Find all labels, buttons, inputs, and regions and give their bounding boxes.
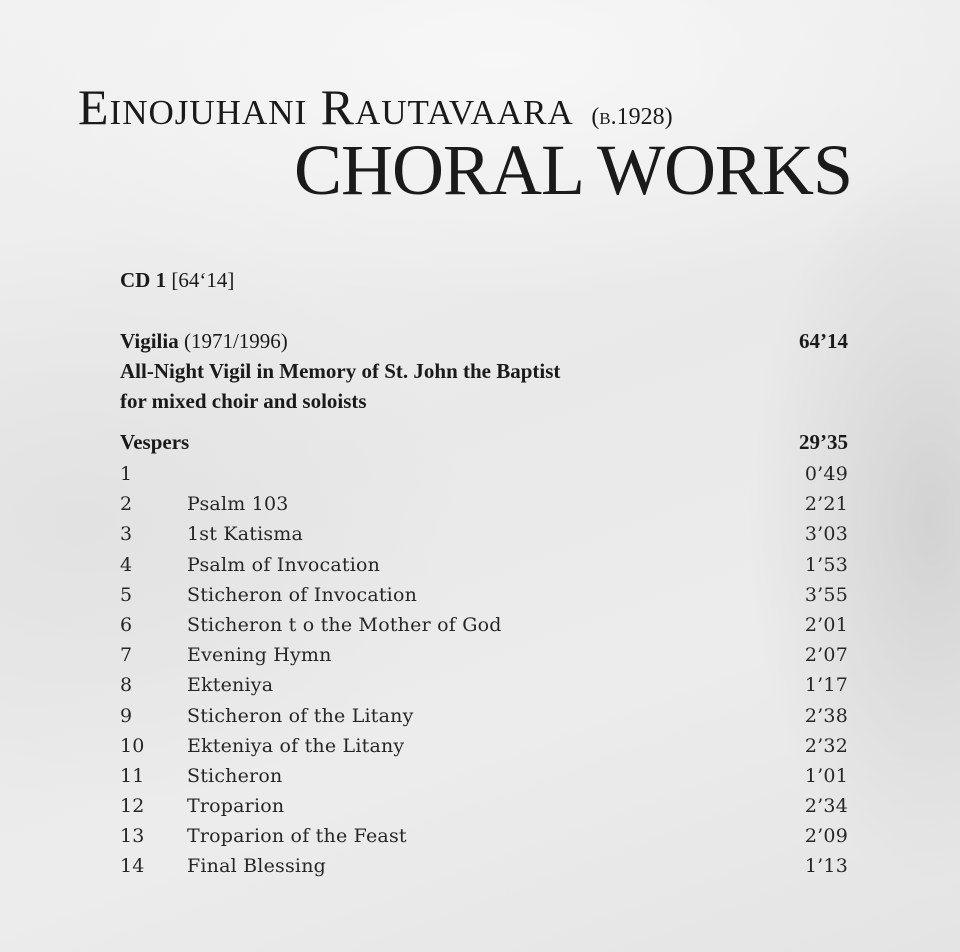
track-row xyxy=(120,791,848,821)
track-row xyxy=(120,580,848,610)
track-number: 8 xyxy=(120,674,133,697)
track-number: 2 xyxy=(120,493,133,516)
track-title: Ekteniya of the Litany xyxy=(187,734,405,757)
track-duration: 1’13 xyxy=(804,855,848,878)
cd-heading xyxy=(120,268,234,293)
track-row xyxy=(120,821,848,851)
work-duration: 64’14 xyxy=(799,329,848,353)
work-block xyxy=(120,326,848,416)
track-title: Sticheron of the Litany xyxy=(187,704,414,727)
track-row xyxy=(120,851,848,881)
artist-years: (b.1928) xyxy=(591,104,673,130)
track-number: 6 xyxy=(120,613,133,636)
track-title xyxy=(187,459,788,489)
track-number: 11 xyxy=(120,764,145,787)
track-number: 14 xyxy=(120,855,145,878)
track-title: Psalm 103 xyxy=(187,493,289,516)
track-number: 7 xyxy=(120,644,133,667)
section-title: Vespers xyxy=(120,430,190,454)
artist-name-text: Einojuhani Rautavaara xyxy=(78,79,574,135)
track-duration: 2’21 xyxy=(804,493,848,516)
track-title: Sticheron xyxy=(187,764,283,787)
section-duration: 29’35 xyxy=(799,430,848,454)
work-years: (1971/1996) xyxy=(183,329,288,353)
track-number: 5 xyxy=(120,583,133,606)
track-title: Sticheron of Invocation xyxy=(187,583,418,606)
track-row xyxy=(120,761,848,791)
track-duration: 3’55 xyxy=(804,583,848,606)
track-number: 4 xyxy=(120,553,133,576)
track-title: 1st Katisma xyxy=(187,523,304,546)
cd-label: CD 1 xyxy=(120,268,167,292)
track-number: 12 xyxy=(120,795,145,818)
track-row xyxy=(120,489,848,519)
track-title: Psalm of Invocation xyxy=(187,553,381,576)
track-title: Ekteniya xyxy=(187,674,274,697)
track-row xyxy=(120,610,848,640)
track-number: 3 xyxy=(120,523,133,546)
track-list xyxy=(120,459,848,882)
track-duration: 2’01 xyxy=(804,613,848,636)
track-number: 13 xyxy=(120,825,145,848)
track-title: Sticheron t o the Mother of God xyxy=(187,613,502,636)
track-duration: 3’03 xyxy=(804,523,848,546)
track-title: Final Blessing xyxy=(187,855,327,878)
work-title: Vigilia xyxy=(120,329,179,353)
track-row xyxy=(120,670,848,700)
track-title: Troparion xyxy=(187,795,285,818)
artist-name xyxy=(78,79,673,135)
work-scoring: for mixed choir and soloists xyxy=(120,389,367,413)
track-row xyxy=(120,519,848,549)
album-title: CHORAL WORKS xyxy=(293,130,852,210)
track-title: Troparion of the Feast xyxy=(187,825,407,848)
track-row xyxy=(120,731,848,761)
track-duration: 0’49 xyxy=(804,463,848,485)
track-row xyxy=(120,550,848,580)
track-title: Evening Hymn xyxy=(187,644,332,667)
track-row xyxy=(120,640,848,670)
track-duration: 1’01 xyxy=(804,764,848,787)
track-duration: 2’07 xyxy=(804,644,848,667)
work-title-row xyxy=(120,326,848,356)
track-number: 10 xyxy=(120,734,145,757)
track-duration: 2’09 xyxy=(804,825,848,848)
section-heading xyxy=(120,430,848,455)
track-duration: 2’34 xyxy=(804,795,848,818)
cd-duration: [64‘14] xyxy=(171,268,235,292)
track-duration: 2’38 xyxy=(804,704,848,727)
track-duration: 2’32 xyxy=(804,734,848,757)
track-number: 9 xyxy=(120,704,133,727)
track-duration: 1’53 xyxy=(804,553,848,576)
track-number: 1 xyxy=(120,463,133,485)
track-duration: 1’17 xyxy=(804,674,848,697)
work-subtitle: All-Night Vigil in Memory of St. John the Baptist xyxy=(120,359,561,383)
track-row xyxy=(120,459,848,489)
track-row xyxy=(120,701,848,731)
